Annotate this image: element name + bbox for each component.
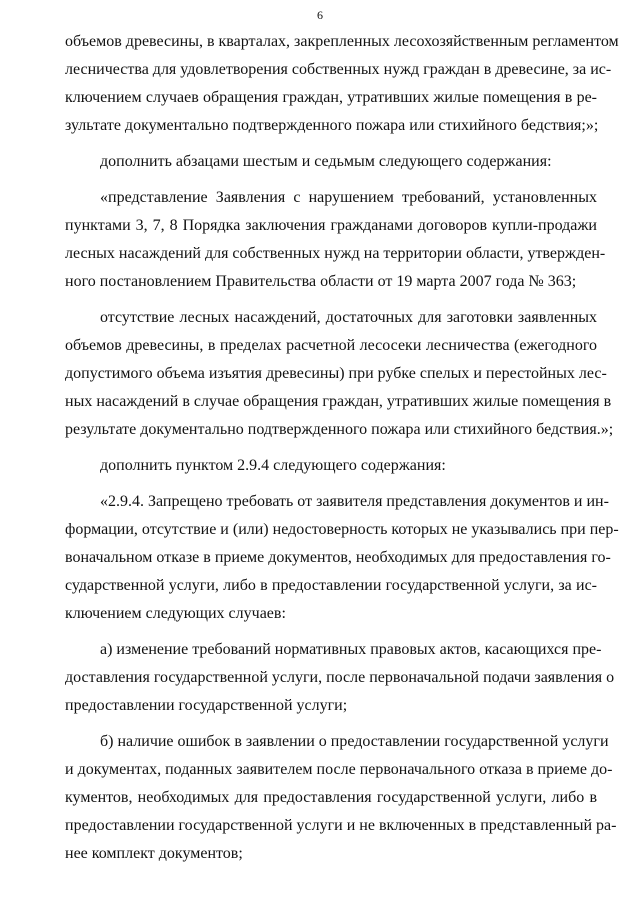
text-line: дополнить абзацами шестым и седьмым следующего содержания: — [100, 153, 552, 170]
paragraph-item-b — [65, 728, 617, 868]
text-line: предоставлении государственной услуги и не включенных в представленный ра- — [65, 817, 617, 834]
text-line: дополнить пунктом 2.9.4 следующего содержания: — [100, 457, 446, 474]
paragraph-clause-2-9-4 — [65, 488, 619, 628]
text-line: лесных насаждений для собственных нужд на территории области, утвержден- — [65, 245, 606, 262]
text-line: ных насаждений в случае обращения граждан, утративших жилые помещения в — [65, 393, 612, 410]
text-line: кументов, необходимых для предоставления государственной услуги, либо в — [65, 789, 597, 806]
text-line: пунктами 3, 7, 8 Порядка заключения гражданами договоров купли-продажи — [65, 217, 597, 234]
paragraph-absence-of-forest — [65, 304, 614, 444]
text-line: формации, отсутствие и (или) недостоверность которых не указывались при пер- — [65, 521, 619, 538]
text-line: воначальном отказе в приеме документов, необходимых для предоставления го- — [65, 549, 611, 566]
page-number: 6 — [317, 8, 323, 22]
text-line: допустимого объема изъятия древесины) при рубке спелых и перестойных лес- — [65, 365, 607, 382]
text-line: сударственной услуги, либо в предоставлении государственной услуги, за ис- — [65, 577, 597, 594]
paragraph-add-clause-intro — [65, 452, 597, 480]
text-line: ключением следующих случаев: — [65, 605, 286, 622]
text-line: отсутствие лесных насаждений, достаточных для заготовки заявленных — [100, 309, 597, 326]
text-line: лесничества для удовлетворения собственных нужд граждан в древесине, за ис- — [65, 61, 612, 78]
text-line: «2.9.4. Запрещено требовать от заявителя представления документов и ин- — [100, 493, 609, 510]
text-line: а) изменение требований нормативных правовых актов, касающихся пре- — [100, 641, 602, 658]
text-line: ключением случаев обращения граждан, утративших жилые помещения в ре- — [65, 89, 597, 106]
text-line: и документах, поданных заявителем после первоначального отказа в приеме до- — [65, 761, 613, 778]
text-line: нее комплект документов; — [65, 845, 243, 862]
text-line: б) наличие ошибок в заявлении о предоставлении государственной услуги — [100, 733, 609, 750]
text-line: объемов древесины, в кварталах, закрепленных лесохозяйственным регламентом — [65, 33, 619, 50]
text-line: объемов древесины, в пределах расчетной лесосеки лесничества (ежегодного — [65, 337, 597, 354]
paragraph-quote-application — [65, 184, 606, 296]
document-body — [65, 28, 619, 876]
text-line: ного постановлением Правительства области от 19 марта 2007 года № 363; — [65, 273, 577, 290]
text-line: результате документально подтвержденного пожара или стихийного бедствия.»; — [65, 421, 614, 438]
paragraph-continuation — [65, 28, 619, 140]
text-line: доставления государственной услуги, после первоначальной подачи заявления о — [65, 669, 615, 686]
paragraph-item-a — [65, 636, 615, 720]
text-line: «представление Заявления с нарушением требований, установленных — [100, 189, 597, 206]
text-line: предоставлении государственной услуги; — [65, 697, 348, 714]
paragraph-amend-intro — [65, 148, 597, 176]
text-line: зультате документально подтвержденного пожара или стихийного бедствия;»; — [65, 117, 599, 134]
